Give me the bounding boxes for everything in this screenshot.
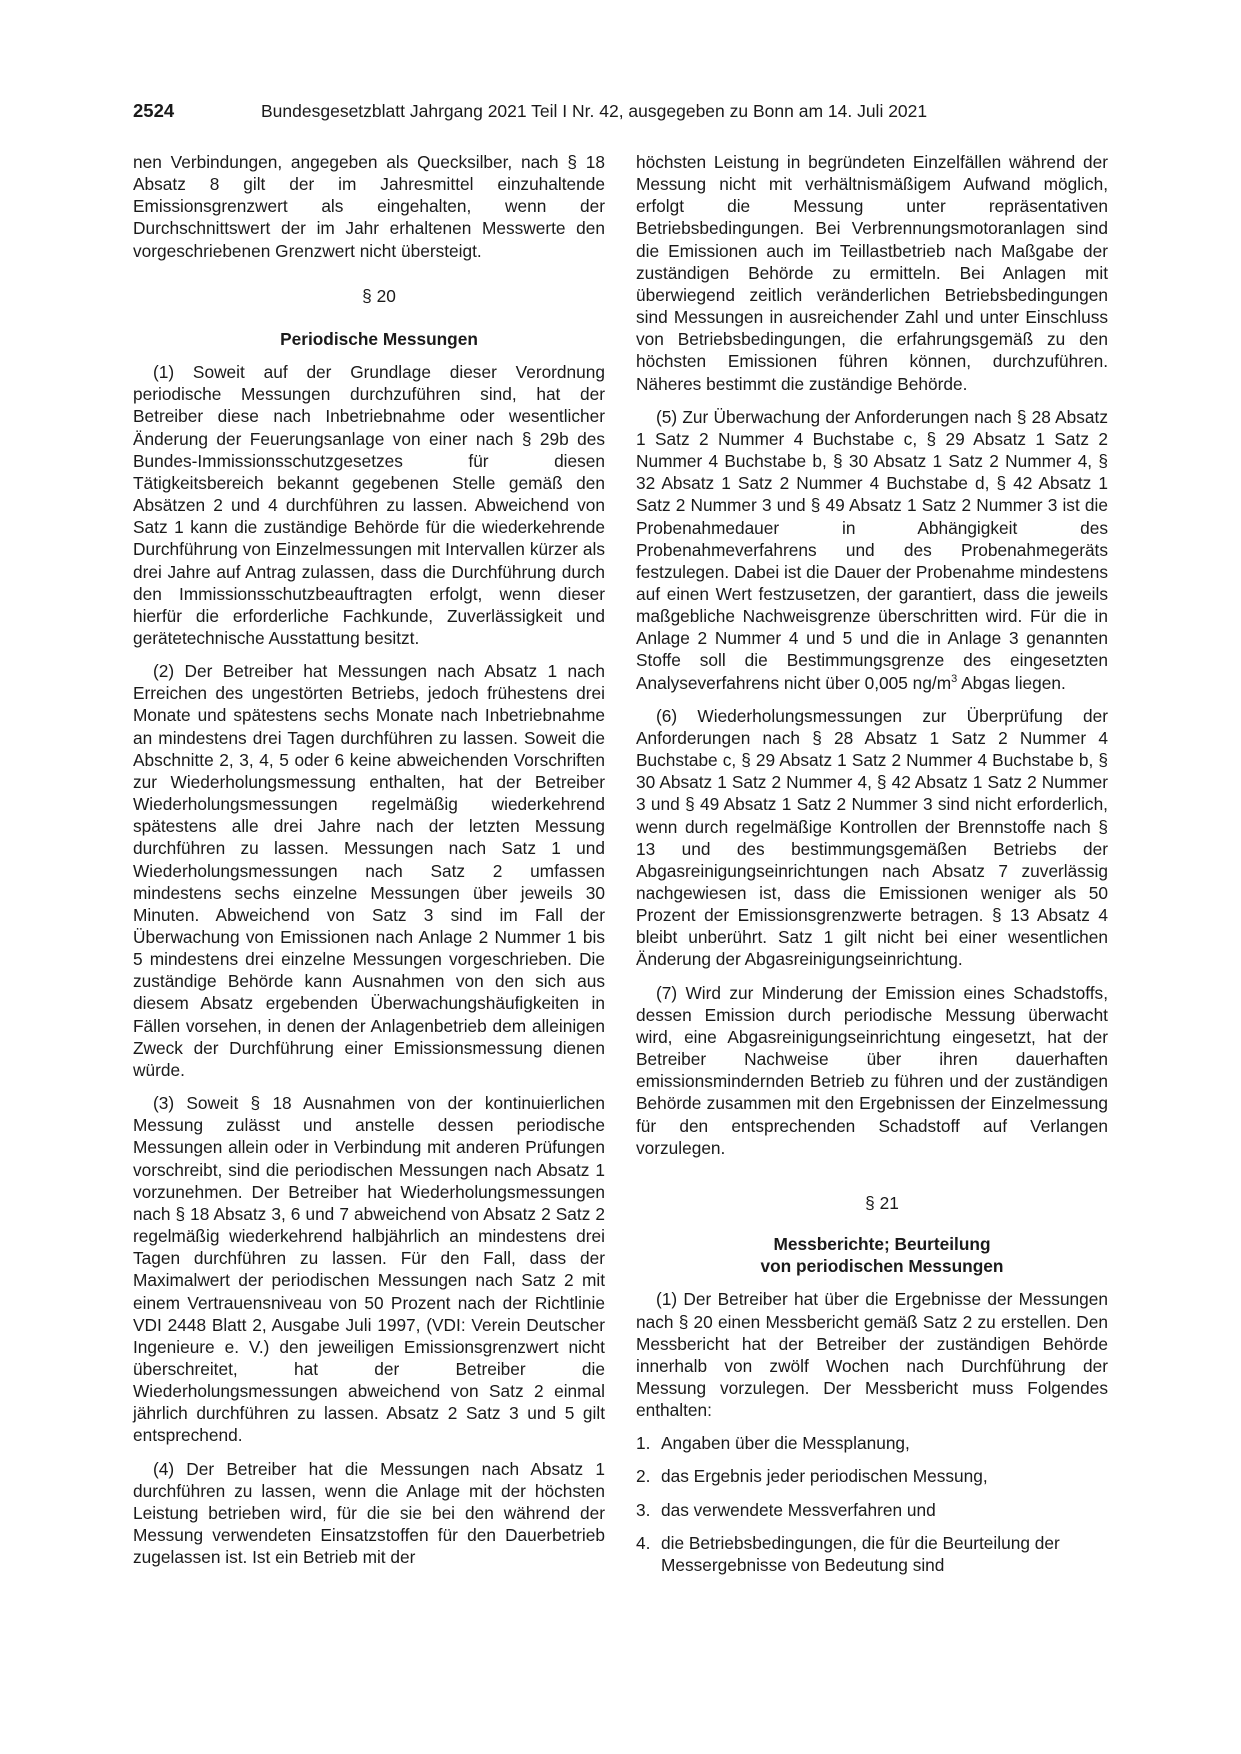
section-20-paragraph-6: (6) Wiederholungsmessungen zur Überprüfung der Anforderungen nach § 28 Absatz 1 Satz 2 Nummer 4 Buchstabe c, § 29 Absatz 1 Satz 2 Nummer 4 Buchstabe b, § 30 Absatz 1 Satz 2 Nummer 4, § 42 Absatz 1 Satz 2 Nummer 3 und § 49 Absatz 1 Satz 2 Nummer 3 sind nicht erforderlich, wenn durch regelmäßige Kontrollen der Brennstoffe nach § 13 und des bestimmungsgemäßen Betriebs der Abgasreinigungseinrichtungen nach Absatz 7 zuverlässig nachgewiesen ist, dass die Emissionen weniger als 50 Prozent der Emissionsgrenzwerte betragen. § 13 Absatz 4 bleibt unberührt. Satz 1 gilt nicht bei einer wesentlichen Änderung der Abgasreinigungseinrichtung. [636,705,1108,970]
superscript-3: 3 [951,672,958,685]
list-item: 3. das verwendete Messverfahren und [636,1499,936,1520]
section-20-number: § 20 [362,285,396,306]
running-title: Bundesgesetzblatt Jahrgang 2021 Teil I Nr. 42, ausgegeben zu Bonn am 14. Juli 2021 [261,101,928,121]
list-item: 4. die Betriebsbedingungen, die für die Beurteilung der Messergebnisse von Bedeutung sind [636,1532,1060,1575]
page-number: 2524 [133,100,175,121]
paragraph-5-text: (5) Zur Überwachung der Anforderungen nach § 28 Absatz 1 Satz 2 Nummer 4 Buchstabe c, § 29 Absatz 1 Satz 2 Nummer 4 Buchstabe b, § 30 Absatz 1 Satz 2 Nummer 4, § 32 Absatz 1 Satz 2 Nummer 4 Buchstabe d, § 42 Absatz 1 Satz 2 Nummer 3 und § 49 Absatz 1 Satz 2 Nummer 3 ist die Probenahmedauer in Abhängigkeit des Probenahmeverfahrens und des Probenahmegeräts festzulegen. Dabei ist die Dauer der Probenahme mindestens auf einen Wert festzusetzen, der garantiert, dass die jeweils maßgebliche Nachweisgrenze überschritten wird. Für die in Anlage 2 Nummer 4 und 5 und die in Anlage 3 genannten Stoffe soll die Bestimmungsgrenze des eingesetzten Analyseverfahrens nicht über 0,005 ng/m [636,406,1108,693]
list-item: 1. Angaben über die Messplanung, [636,1433,910,1454]
paragraph-continuation: nen Verbindungen, angegeben als Quecksilber, nach § 18 Absatz 8 gilt der im Jahresmittel einzuhaltende Emissionsgrenzwert als eingehalten, wenn der Durchschnittswert der im Jahr erhaltenen Messwerte den vorgeschriebenen Grenzwert nicht übersteigt. [133,152,605,261]
right-column [636,151,1108,1587]
section-20-title: Periodische Messungen [280,328,478,349]
section-21-title-line-2: von periodischen Messungen [760,1256,1004,1277]
section-20-paragraph-1: (1) Soweit auf der Grundlage dieser Verordnung periodische Messungen durchzuführen sind, hat der Betreiber diese nach Inbetriebnahme oder wesentlicher Änderung der Feuerungsanlage von einer nach § 29b des Bundes-Immissionsschutzgesetzes für diesen Tätigkeitsbereich bekannt gegebenen Stelle gemäß den Absätzen 2 und 4 durchführen zu lassen. Abweichend von Satz 1 kann die zuständige Behörde für die wiederkehrende Durchführung von Einzelmessungen mit Intervallen kürzer als drei Jahre auf Antrag zulassen, dass die Durchführung durch den Immissionsschutzbeauftragten erfolgt, wenn dieser hierfür die erforderliche Fachkunde, Zuverlässigkeit und gerätetechnische Ausstattung besitzt. [133,362,605,648]
section-21-title-line-1: Messberichte; Beurteilung [773,1234,991,1255]
left-column [133,151,605,1579]
section-20-paragraph-3: (3) Soweit § 18 Ausnahmen von der kontinuierlichen Messung zulässt und anstelle dessen periodische Messungen allein oder in Verbindung mit anderen Prüfungen vorschreibt, sind die periodischen Messungen nach Absatz 1 vorzunehmen. Der Betreiber hat Wiederholungsmessungen nach § 18 Absatz 3, 6 und 7 abweichend von Absatz 2 Satz 2 regelmäßig wiederkehrend halbjährlich an mindestens drei Tagen durchführen zu lassen. Für den Fall, dass der Maximalwert der periodischen Messungen nach Satz 2 mit einem Vertrauensniveau von 50 Prozent nach der Richtlinie VDI 2448 Blatt 2, Ausgabe Juli 1997, (VDI: Verein Deutscher Ingenieure e. V.) den jeweiligen Emissionsgrenzwert nicht überschreitet, hat der Betreiber die Wiederholungsmessungen abweichend von Satz 2 einmal jährlich durchführen zu lassen. Absatz 2 Satz 3 und 5 gilt entsprechend. [133,1093,605,1446]
section-20-paragraph-7: (7) Wird zur Minderung der Emission eines Schadstoffs, dessen Emission durch periodische Messung überwacht wird, eine Abgasreinigungseinrichtung eingesetzt, hat der Betreiber Nachweise über ihren dauerhaften emissionsmindernden Betrieb zu führen und der zuständigen Behörde zusammen mit den Ergebnissen der Einzelmessung für den entsprechenden Schadstoff auf Verlangen vorzulegen. [636,982,1108,1158]
list-item: 2. das Ergebnis jeder periodischen Messung, [636,1466,988,1487]
page-header [133,100,1108,126]
paragraph-5-text-end: Abgas liegen. [957,672,1066,693]
section-21-paragraph-1: (1) Der Betreiber hat über die Ergebnisse der Messungen nach § 20 einen Messbericht gemäß Satz 2 zu erstellen. Den Messbericht hat der Betreiber der zuständigen Behörde innerhalb von zwölf Wochen nach Durchführung der Messung vorzulegen. Der Messbericht muss Folgendes enthalten: [636,1289,1108,1421]
section-21-number: § 21 [865,1192,899,1213]
section-20-paragraph-2: (2) Der Betreiber hat Messungen nach Absatz 1 nach Erreichen des ungestörten Betriebs, jedoch frühestens drei Monate und spätestens sechs Monate nach Inbetriebnahme an mindestens drei Tagen durchführen zu lassen. Soweit die Abschnitte 2, 3, 4, 5 oder 6 keine abweichenden Vorschriften zur Wiederholungsmessung enthalten, hat der Betreiber Wiederholungsmessungen regelmäßig wiederkehrend spätestens alle drei Jahre nach der letzten Messung durchführen zu lassen. Messungen nach Satz 1 und Wiederholungsmessungen nach Satz 2 umfassen mindestens sechs einzelne Messungen über jeweils 30 Minuten. Abweichend von Satz 3 sind im Fall der Überwachung von Emissionen nach Anlage 2 Nummer 1 bis 5 mindestens drei einzelne Messungen vorgeschrieben. Die zuständige Behörde kann Ausnahmen von den sich aus diesem Absatz ergebenden Überwachungshäufigkeiten in Fällen vorsehen, in denen der Anlagenbetrieb dem alleinigen Zweck der Durchführung einer Emissionsmessung dienen würde. [133,661,605,1080]
section-20-paragraph-4-start: (4) Der Betreiber hat die Messungen nach Absatz 1 durchführen zu lassen, wenn die Anlage mit der höchsten Leistung betrieben wird, für die sie bei den während der Messung verwendeten Einsatzstoffen für den Dauerbetrieb zugelassen ist. Ist ein Betrieb mit der [133,1458,605,1568]
section-20-paragraph-5 [636,406,1108,694]
section-20-paragraph-4-continued: höchsten Leistung in begründeten Einzelfällen während der Messung nicht mit verhältnismäßigem Aufwand möglich, erfolgt die Messung unter repräsentativen Betriebsbedingungen. Bei Verbrennungsmotoranlagen sind die Emissionen auch im Teillastbetrieb nach Maßgabe der zuständigen Behörde zu ermitteln. Bei Anlagen mit überwiegend zeitlich veränderlichen Betriebsbedingungen sind Messungen in ausreichender Zahl und unter Einschluss von Betriebsbedingungen, die erfahrungsgemäß zu den höchsten Emissionen führen können, durchzuführen. Näheres bestimmt die zuständige Behörde. [636,152,1108,394]
report-contents-list [636,1432,1108,1576]
